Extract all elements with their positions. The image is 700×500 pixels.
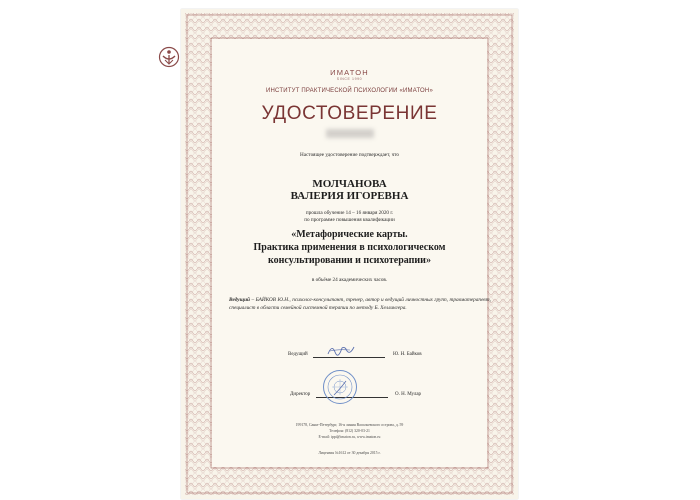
brand-name: ИМАТОН — [330, 68, 369, 77]
confirm-text: Настоящее удостоверение подтверждает, что — [300, 152, 399, 158]
institute-name: ИНСТИТУТ ПРАКТИЧЕСКОЙ ПСИХОЛОГИИ «ИМАТОН» — [266, 88, 433, 94]
study-dates: прошла обучение 14 – 16 января 2020 г. — [305, 210, 394, 216]
document-title: УДОСТОВЕРЕНИЕ — [261, 103, 438, 124]
director-signature-label: Директор — [290, 392, 311, 397]
recipient-surname: МОЛЧАНОВА — [312, 178, 387, 190]
footer-phone: Телефон: (812) 320-03-21 — [329, 429, 370, 433]
footer-license: Лицензия №1612 от 30 декабря 2015 г. — [318, 451, 381, 455]
program-title-line2: Практика применения в психологическом — [253, 242, 446, 253]
certificate-footer — [181, 0, 518, 500]
hours-text: в объёме 24 академических часов. — [311, 277, 388, 283]
footer-address: 199178, Санкт-Петербург, 16-я линия Васильевского острова, д. 59 — [295, 423, 404, 427]
recipient-given-names: ВАЛЕРИЯ ИГОРЕВНА — [290, 190, 409, 202]
director-signature-name: О. Н. Мулар — [395, 392, 422, 397]
study-program-intro: по программе повышения квалификации — [304, 217, 395, 223]
leader-signature-label: Ведущий — [288, 352, 308, 357]
leader-text: – БАЙКОВ Ю.Н., психолог-консультант, тренер, автор и ведущий личностных групп, травматерапевт, специалист в области семейной системной терапии по методу Б. Хеллингера. — [229, 297, 491, 312]
leader-signature-name: Ю. Н. Байков — [393, 352, 422, 357]
brand-since: SINCE 1990 — [336, 77, 363, 81]
imaton-logo-icon — [158, 46, 180, 68]
program-title-line1: «Метафорические карты. — [291, 229, 408, 240]
leader-label: Ведущий — [229, 297, 250, 303]
footer-email: E-mail: ippi@imaton.ru, www.imaton.ru — [318, 435, 381, 439]
program-title-line3: консультировании и психотерапии» — [268, 255, 431, 266]
